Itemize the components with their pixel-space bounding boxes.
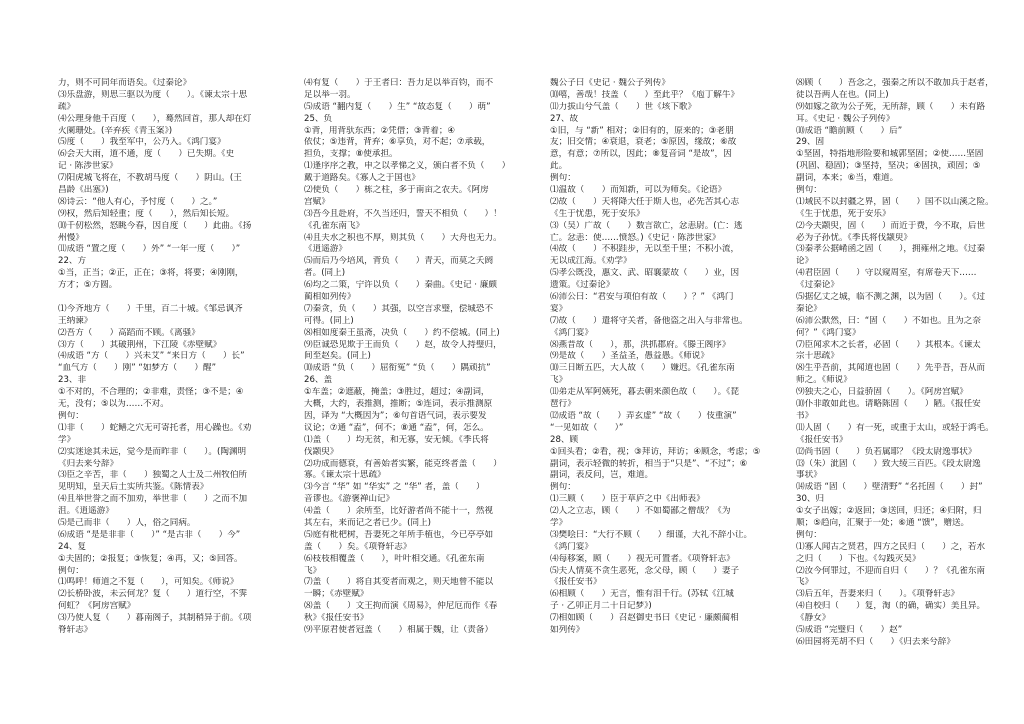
text-line: 因，译为 “大概因为”；⑥句首语气词，表示要发 [304,410,487,421]
text-line: 足以举一羽。 [304,89,356,100]
text-line: ⑶乐盘游，则思三驱以为度（ ）。《谏太宗十思 [58,89,248,100]
text-line: ⑺阳虎城飞将在，不教胡马度（ ）阴山。(王 [58,173,242,184]
text-line: ⑾人固（ ）有一死，或重于太山，或轻于鸿毛。 [796,422,994,433]
text-line: “血气方（ ）刚” “如梦方（ ）醒” [58,363,217,374]
text-line: ⑹相顾（ ）无言，惟有泪千行。(苏轼《江城 [550,589,734,600]
text-line: ⑶后五年，吾妻来归（ ）。《项脊轩志》 [796,589,960,600]
text-line: 论》 [796,256,814,267]
text-line: 盖（ ）矣。《项脊轩志》 [304,541,412,552]
text-line: 例句： [796,529,822,540]
text-line: ①背，用背驮东西；②凭借；③背着；④ [304,125,456,136]
text-line: 例句： [58,565,84,576]
text-line: 魏公子曰《史记 · 魏公子列传》 [550,78,670,88]
text-line: 例句： [58,410,84,421]
text-line: 议论；⑦通 “盍”，何不；⑧通 “盍”，何，怎么。 [304,422,489,433]
text-line: ⑴鸣呼！师道之不复（ ），可知矣。《师说》 [58,577,239,588]
text-line: 记 · 陈涉世家》 [58,161,118,172]
text-line: 26、盖 [304,375,333,386]
text-line: 《过秦论》 [796,280,839,291]
text-line: ⑹沛公曰：“君安与项伯有故（ ）？” 《鸿门 [550,292,734,303]
text-line: ⑸夫人情莫不贪生恶死，念父母，顾（ ）妻子 [550,565,740,576]
text-line: ⑼臣诚恐见欺于王而负（ ）赵，故令人持璧归， [304,339,502,350]
text-line: ⑼是故（ ）圣益圣，愚益愚。《师说》 [550,351,709,362]
text-line: ⑽成语 “负（ ）屈衔冤” “负（ ）隅顽抗” [304,363,491,374]
text-line: 意，有意；⑦所以，因此；⑧复音词 “是故”，因 [550,149,732,160]
text-line: ⑷且夫水之积也不厚，则其负（ ）大舟也无力。 [304,232,502,243]
text-line: 方才；⑤方圆。 [58,280,118,291]
text-line: 副词，本来；⑥当，难道。 [796,173,899,184]
text-line: 顺；⑤趋向，汇聚于一处；⑥通 “馈”，赠送。 [796,517,970,528]
text-line: 一瞬；《赤壁赋》 [304,589,369,600]
text-line: ⑷故（ ）不积跬步，无以至千里；不积小流， [550,244,740,255]
text-line: ⑽千仞松然，怒眺今春，因自度（ ）此曲。《扬 [58,220,252,231]
text-line: ⑶（吴）广故（ ）数言欲亡，忿恚尉。(亡：逃 [550,220,743,231]
text-line: ⑷有复（ ）于王者曰：吾力足以举百钧，而不 [304,78,494,88]
text-line: ⑹均之二策，宁许以负（ ）秦曲。《史记 · 廉颇 [304,280,497,291]
text-line: ⑴盖（ ）均无贫，和无寡，安无倾。《季氏将 [304,434,489,445]
text-line: ⑸孝公既没，惠文、武、昭襄蒙故（ ）业，因 [550,268,740,279]
text-line: ⑴逢序序之教，申之以孝悌之义，颁白者不负（ ） [304,161,511,172]
text-line: 徒以吾两人在也。(同上) [796,89,889,100]
text-line: ⑵汝今何罪过，不迎而自归（ ）？《孔雀东南 [796,565,986,576]
text-line: (巩固、稳固)；③坚持，坚决；④固执，顽固；⑤ [796,161,981,172]
text-line: ⑷公理身他千百度（ ），蓦然回首，那人却在灯 [58,113,252,124]
text-line: 副词，表反问，岂，难道。 [550,470,654,481]
text-line: 例句： [550,482,576,493]
text-line: ⑶樊哙曰：“大行不顾（ ）细谨，大礼不辞小让。 [550,529,753,540]
text-line: 友；旧交情；④衰退，衰老；⑤原因，缘故；⑥故 [550,137,737,148]
text-line: 宫赋》 [304,196,330,207]
text-line: ⑻盖（ ）文王拘而演《周易》，仲尼厄而作《春 [304,601,498,612]
text-line: 《孔雀东南飞》 [304,220,365,231]
text-line: ①不对的，不合理的；②非难，责怪；③不是；④ [58,387,244,398]
text-line: ⑷自校归（ ）复，淘（的确，确实）美且异。 [796,601,986,612]
text-line: 《鸿门宴》 [550,541,593,552]
text-line: ⑵人之立志，顾（ ）不如蜀鄙之僧哉？《为 [550,506,731,517]
text-line: ⑿尚书固（ ）负若属耶？《段太尉逸事状》 [796,446,977,457]
text-line: 22、方 [58,256,87,267]
text-line: 担负，支撑；⑧使承担。 [304,149,398,160]
text-line: 见明知，皇天后土实所共鉴。《陈情表》 [58,482,209,493]
text-line: 如列传》 [550,624,585,635]
text-line: 秋》《报任安书》 [304,613,369,624]
text-line: 例句： [796,185,822,196]
text-line: ⑼如嫁之欲为公子死，无所辞，顾（ ）未有路 [796,101,986,112]
text-line: 音谬也。《游褒禅山记》 [304,494,395,505]
text-line: ⑺故（ ）遣将守关者，备他盗之出入与非常也。 [550,315,748,326]
text-line: 力，则不可同年而语矣。《过秦论》 [58,78,192,88]
text-line: 23、非 [58,375,87,386]
text-line: ⑵使负（ ）栋之柱，多于南亩之农夫。《阿房 [304,185,489,196]
text-line: 《生于忧患，死于安乐》 [796,208,891,219]
text-line: 24、复 [58,541,87,552]
text-line: ⑻生乎吾前，其闻道也固（ ）先乎吾，吾从而 [796,363,986,374]
text-line: ⑻相如度秦王虽斋，决负（ ）约不偿城。(同上) [304,327,500,338]
text-line: 例句： [550,173,576,184]
text-line: 沮。《逍遥游》 [58,506,114,517]
text-line: ⑶吾今且赴府，不久当还归，誓天不相负（ ）！ [304,208,502,219]
text-line: ⑷每移案，顾（ ）视无可置者。《项脊轩志》 [550,553,735,564]
text-line: ⑸据亿丈之城，临不测之渊，以为固（ ）。《过 [796,292,986,303]
text-line: 宴》 [550,303,568,314]
text-line: 秦论》 [796,303,822,314]
text-line: ⑽嘻，善哉！技盖（ ）至此乎？《庖丁解牛》 [550,89,740,100]
text-line: ⑽成语 “瞻前顾（ ）后” [796,125,903,136]
text-line: 州慢》 [58,232,84,243]
text-line: 学》 [58,434,76,445]
text-line: ①坚固，特指地形险要和城郭坚固；②使……坚固 [796,149,984,160]
text-line: 29、固 [796,137,825,148]
text-line: ⑼权，然后知轻重；度（ ），然后知长短。 [58,208,235,219]
text-column [796,78,1024,718]
text-line: 飞》 [550,375,568,386]
text-line: ⑻燕昔故（ ），那，洪抓郡府。《滕王阁序》 [550,339,731,350]
text-line: 无以成江海。《劝学》 [550,256,632,267]
text-line: ⑴今齐地方（ ）千里，百二十城。《邹忌讽齐 [58,303,243,314]
text-line: ⑺盖（ ）将自其变者而观之，则天地曾不能以 [304,577,494,588]
text-line: ⑷成语 “方（ ）兴未艾” “来日方（ ）长” [58,351,245,362]
text-line: ①回头看；②看，视；③拜访，拜访；④顾念，考虑；⑤ [550,446,761,457]
text-line: 无，没有；⑤以为……不对。 [58,399,169,410]
text-line: ⑵功成而德衰，有善始者实繁，能克终者盖（ ） [304,458,502,469]
text-line: ⑾弟走从军阿姨死，暮去朝来颜色故（ ）。《琵 [550,387,740,398]
text-line: ⑵故（ ）天将降大任于斯人也，必先苦其心志 [550,196,740,207]
text-line: ⑹枝枝相覆盖（ ），叶叶相交通。《孔雀东南 [304,553,485,564]
text-line: 《归去来兮辞》 [58,458,119,469]
text-line: 必为子孙忧。《季氏将伐颛臾》 [796,232,913,243]
text-line: 子 · 乙卯正月二十日记梦》) [550,601,652,612]
text-line: ⑸而后乃今培风，背负（ ）青天，而莫之夭阏 [304,256,494,267]
text-line: ⑾力拔山兮气盖（ ）世《垓下歌》 [550,101,697,112]
text-line: 事状》 [796,470,822,481]
text-line: ⑶秦孝公据崤函之固（ ），拥雍州之地。《过秦 [796,244,986,255]
text-line: 脊轩志》 [58,624,93,635]
text-line: ⑷君臣固（ ）守以窥周室，有席卷天下…… [796,268,977,279]
text-line: 飞》 [796,577,814,588]
text-line: 伐颛臾》 [304,446,339,457]
text-line: ⑻顾（ ）吾念之，强秦之所以不敢加兵于赵者， [796,78,994,88]
text-line: ⑴非（ ）蛇鳝之穴无可寄托者，用心躁也。《劝 [58,422,252,433]
text-line: 何？”《鸿门宴》 [796,327,861,338]
text-line: 寡。《谏太宗十思疏》 [304,470,386,481]
text-line: 疏》 [58,101,76,112]
text-line: ①旧，与 “新” 相对；②旧有的，原来的；③老朋 [550,125,734,136]
text-line: 亡。忿恚：使……愤怒。)《史记 · 陈涉世家》 [550,232,721,243]
text-line: 《鸿门宴》 [550,327,593,338]
text-line: 可得。(同上) [304,315,354,326]
text-line: ⑻诗云：“他人有心，予忖度（ ）之。” [58,196,218,207]
text-line: 者。(同上) [304,268,346,279]
text-line: 30、归 [796,494,825,505]
text-line [58,292,292,304]
text-line: 大概，大约，表推测，推断；⑤连词，表示推测原 [304,399,493,410]
text-line: 耳。《史记 · 魏公子列传》 [796,113,895,124]
text-line: ⑵吾方（ ）高蹈而不顾。《离骚》 [58,327,200,338]
text-line: ⑼独夫之心，日益骄固（ ）。《阿房宫赋》 [796,387,968,398]
text-line: ⑵实迷途其未远，觉今是而昨非（ ）。(陶渊明 [58,446,247,457]
text-line: 何虹？《阿房宫赋》 [58,601,136,612]
text-line: ⑵长桥卧波，未云何龙？复（ ）道行空，不霁 [58,589,248,600]
text-line: 《报任安书》 [796,434,848,445]
text-line: 琶行》 [550,399,576,410]
text-line: 其左右，来而记之者已少。(同上) [304,517,432,528]
text-line: ⑶臣之辛苦，非（ ）独蜀之人士及二州牧伯所 [58,470,248,481]
text-line: ⑹成语 “是是非非（ ）” “是古非（ ）今” [58,529,241,540]
text-line: ⑶今言 “华” 如 “华实” 之 “华” 者，盖（ ） [304,482,485,493]
text-line: ⑴三顾（ ）臣于草庐之中《出师表》 [550,494,705,505]
text-line: ⒀（朱）泚固（ ）致大绫三百匹。《段太尉逸 [796,458,981,469]
text-line: “一见如故（ ）” [550,422,624,433]
text-line: 学》 [550,517,568,528]
text-line: 昌龄《出塞》) [58,185,109,196]
text-line: ①女子出嫁；②返回；③送回，归还；④归附，归 [796,506,982,517]
text-line: ⑿成语 “故（ ）弄玄虚” “故（ ）伎重演” [550,410,737,421]
text-line: ⑺臣闻求木之长者，必固（ ）其根本。《谏太 [796,339,981,350]
text-line: 《报任安书》 [550,577,602,588]
text-line: ⒁成语 “固（ ）壁清野” “名托固（ ）封” [796,482,983,493]
text-line: ⑹会天大雨，道不通，度（ ）已失期。《史 [58,149,235,160]
text-line: ⑽仆非敢如此也。请略陈固（ ）陋。《报任安 [796,399,981,410]
text-line: 王纳谏》 [58,315,93,326]
text-line: 师之。《师说》 [796,375,852,386]
text-line: ①当，正当；②正，正在；③将，将要；④刚刚， [58,268,244,279]
text-line: ⑸是己而非（ ）人，俗之同病。 [58,517,196,528]
text-line: 蔺相如列传》 [304,292,356,303]
text-column [58,78,292,718]
text-line: 《生于忧患，死于安乐》 [550,208,645,219]
text-line: ⑵今夫颛臾，固（ ）而近于费，今不取，后世 [796,220,986,231]
text-line: 27、故 [550,113,579,124]
text-line: ⑴域民不以封疆之界，固（ ）国不以山溪之险。 [796,196,994,207]
text-line: ⑸成语 “完璧归（ ）赵” [796,624,903,635]
text-line: ①夫固的；②报复；③恢复；④再，又；⑤回答。 [58,553,243,564]
text-line: 火阑珊处。(辛弃疾《青玉案》) [58,125,173,136]
text-line: ①车盖；②遮蔽，掩盖；③胜过，超过；④副词， [304,387,490,398]
text-line: 遗策。《过秦论》 [550,280,615,291]
text-line: ⑴温故（ ）而知新，可以为师矣。《论语》 [550,185,727,196]
text-line: 28、顾 [550,434,579,445]
text-line: 25、负 [304,113,333,124]
text-line: 《逍遥游》 [304,244,347,255]
text-line: ⑺秦贪，负（ ）其强，以空言求璧，偿城恐不 [304,303,494,314]
text-line: 依仗；⑤违背，背弃；⑥享负，对不起；⑦承载， [304,137,491,148]
text-line: 《静女》 [796,613,831,624]
text-line: 戴于道路矣。《寡人之于国也》 [304,173,421,184]
text-line: ⑹田园将芜胡不归（ ）《归去来兮辞》 [796,636,955,647]
text-line: ⑽三日断五匹，大人故（ ）嫌迟。《孔雀东南 [550,363,735,374]
text-line: 此。 [550,161,568,172]
text-line: ⑷且举世誉之而不加劝，举世非（ ）之而不加 [58,494,248,505]
text-line: 副词，表示轻微的转折，相当于“只是”、“不过”；⑥ [550,458,748,469]
text-line: ⑹沛公默然，曰：“固（ ）不如也。且为之奈 [796,315,981,326]
text-line: ⑸庭有枇杷树，吾妻死之年所手植也，今已亭亭如 [304,529,494,540]
text-line: 间至赵矣。(同上) [304,351,371,362]
text-line: ⑴寡人闻古之贤君，四方之民归（ ）之，若水 [796,541,986,552]
text-line: ⑶方（ ）其破荆州，下江陵《赤壁赋》 [58,339,222,350]
text-line: ⑼平原君使者冠盖（ ）相属于魏，让（责备） [304,624,494,635]
text-line: 书》 [796,410,814,421]
text-line: ⑺相如顾（ ）召赵御史书曰《史记 · 廉颇蔺相 [550,613,739,624]
text-column [550,78,784,718]
text-line: ⑷盖（ ）余所至，比好游者尚不能十一，然视 [304,506,494,517]
text-line: ⑾成语 “置之度（ ）外” “一年一度（ ）” [58,244,241,255]
text-line: 之归（ ）下也。《勾践灭吴》 [796,553,921,564]
text-line: ⑶乃使人复（ ）暮南阁子，其制稍异于前。《项 [58,613,252,624]
text-line: ⑸成语 “翻内复（ ）生” “故态复（ ）萌” [304,101,491,112]
text-line: 宗十思疏》 [796,351,839,362]
text-line: 飞》 [304,565,322,576]
text-line: ⑸度（ ）我至军中，公乃入。《鸿门宴》 [58,137,226,148]
text-column [304,78,538,718]
